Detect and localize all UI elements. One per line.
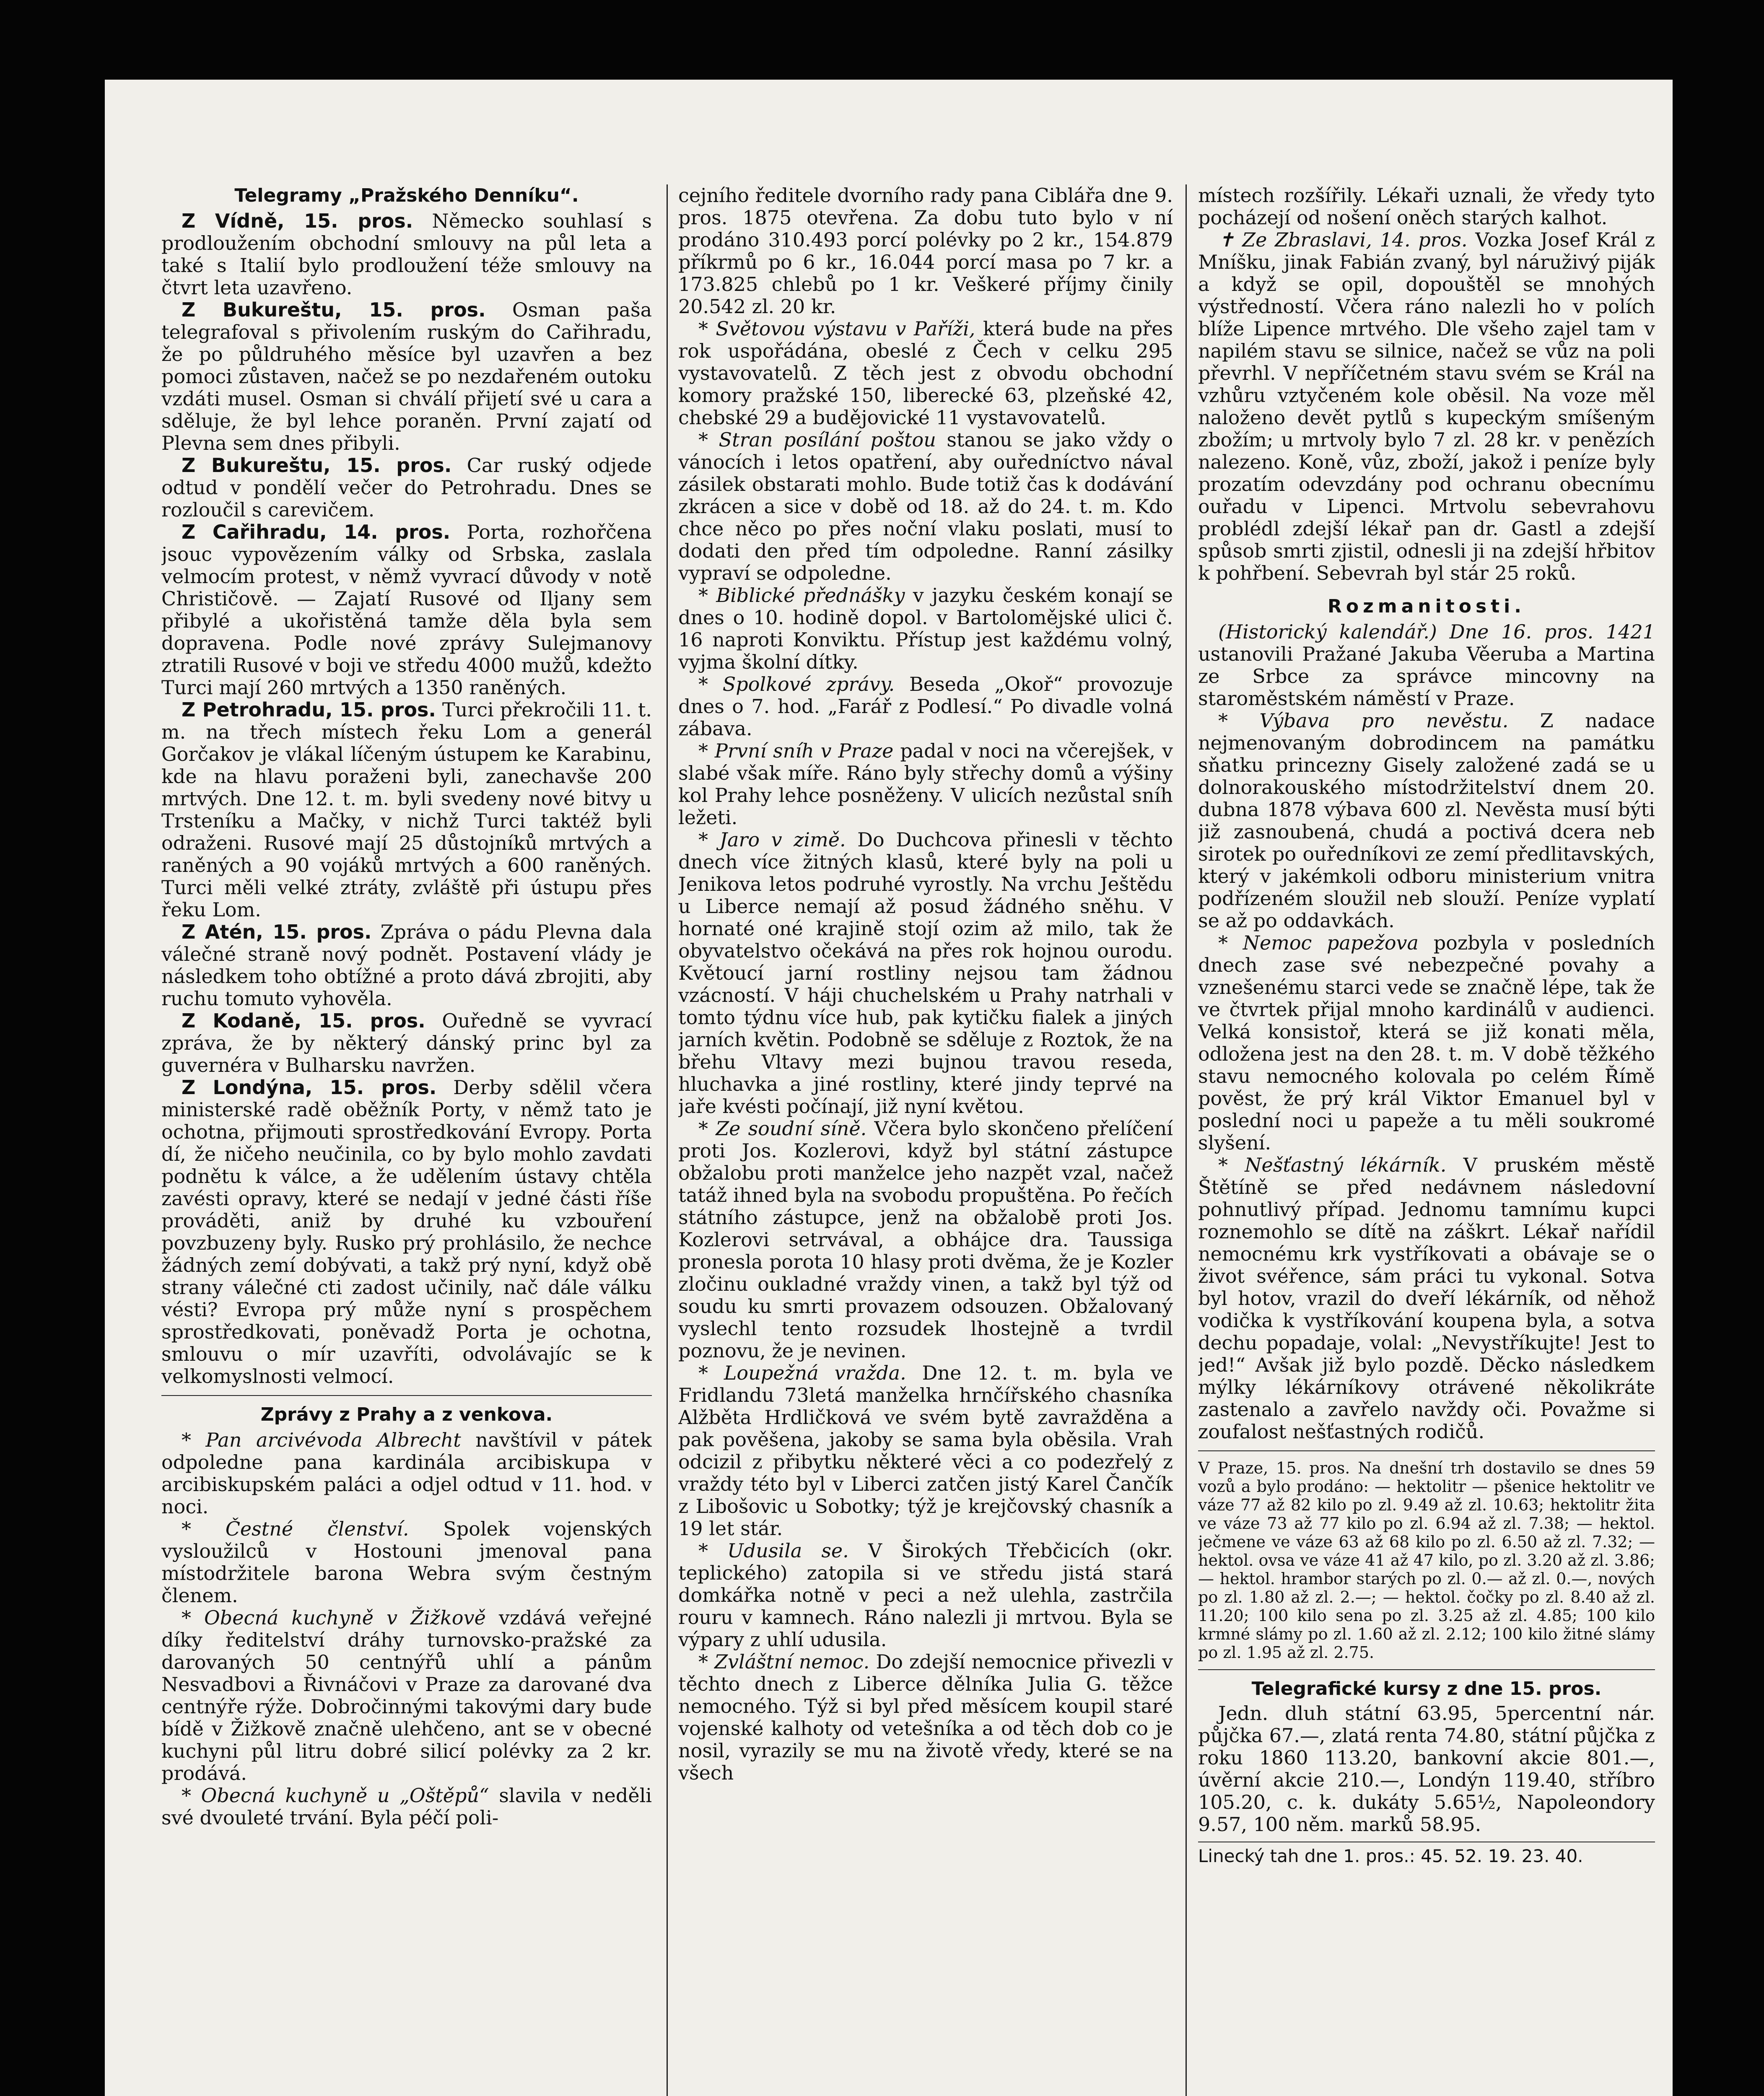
item-lead: * Světovou výstavu v Paříži, (698, 317, 975, 340)
dateline: Z Londýna, 15. pros. (182, 1076, 437, 1099)
item-text: Ouředně se vyvrací zpráva, že by některý dánský princ byl za guvernéra v Bulharsku navržen. (161, 1009, 652, 1077)
item-text: Car ruský odjede odtud v pondělí večer do Petrohradu. Dnes se rozloučil s carevičem. (161, 454, 652, 521)
news-item (161, 521, 652, 699)
item-text: Beseda „Okoř“ provozuje dnes o 7. hod. „Farář z Podlesí.“ Po divadle volná zábava. (678, 673, 1173, 740)
item-text: Vozka Josef Král z Mníšku, jinak Fabián zvaný, byl náruživý piják a když se opil, dopouštěl se mnohých výstředností. Včera ráno nalezli ho v polích blíže Lipence mrtvého. Dle všeho zajel tam v napilém stavu se silnice, načež se vůz na poli převrhl. V nepříčetném stavu svém se Král na vzhůru vztyčeném kole oběsil. Na voze měl naloženo devět pytlů s kupeckým smíšeným zbožím; u mrtvoly bylo 7 zl. 28 kr. v penězích nalezeno. Koně, vůz, zboží, jakož i peníze byly prozatím odevzdány pod ochranu obecnímu ouřadu v Lipenci. Mrtvolu sebevrahovu problédl zdejší lékař pan dr. Gastl a zdejší spůsob smrti zjistil, odnesli ji na zdejší hřbitov k pohřbení. Sebevrah byl stár 25 roků. (1198, 228, 1655, 584)
market-text: V Praze, 15. pros. Na dnešní trh dostavilo se dnes 59 vozů a bylo prodáno: — hektolitr — pšenice hektolitr ve váze 77 až 82 kilo po zl. 9.49 až zl. 10.63; hektolitr žita ve váze 73 až 77 kilo po zl. 6.94 až zl. 7.38; — hektol. ječmene ve váze 63 až 68 kilo po zl. 6.50 až zl. 7.32; — hektol. ovsa ve váze 41 až 47 kilo, po zl. 3.20 až zl. 3.86; — hektol. hrambor starých po zl. 0.— až zl. 0.—, nových po zl. 1.80 až zl. 2.—; — hektol. čočky po zl. 8.40 až zl. 11.20; 100 kilo sena po zl. 3.25 až zl. 4.85; 100 kilo krmné slámy po zl. 1.60 až zl. 2.12; 100 kilo žitné slámy po zl. 1.95 až zl. 2.75. (1198, 1459, 1655, 1662)
news-item (1198, 229, 1655, 584)
item-text: Osman paša telegrafoval s přivolením ruským do Cařihradu, že po půldruhého měsíce byl uzavřen a bez pomoci zůstaven, načež se po nezdařeném outoku vzdáti musel. Osman si chválí přijetí své u cara a sděluje, že byl lehce poraněn. První zajatí od Plevna sem dnes přibyli. (161, 298, 652, 454)
news-item (678, 740, 1173, 829)
item-text: v jazyku českém konají se dnes o 10. hodině dopol. v Bartolomějské ulici č. 16 naproti Konviktu. Přístup jest každému volný, vyjma školní dítky. (678, 584, 1173, 673)
column-rule (1186, 184, 1187, 2096)
item-text: vzdává veřejné díky ředitelství dráhy turnovsko-pražské za darovaných 50 centnýřů uhlí a pánům Nesvadbovi a Řivnáčovi v Praze za darované dva centnýře rýže. Dobročinnými takovými dary bude bídě v Žižkově značně ulehčeno, ant se v obecné kuchyni půl litru dobré silicí polévky za 2 kr. prodává. (161, 1606, 652, 1785)
item-lead: * Udusila se. (698, 1539, 849, 1562)
item-lead: ✝ Ze Zbraslavi, 14. pros. (1218, 228, 1468, 251)
news-item (161, 299, 652, 454)
news-item (161, 1785, 652, 1829)
prague-news-heading: Zprávy z Prahy a z venkova. (260, 1404, 553, 1425)
item-lead: * Obecná kuchyně v Žižkově (182, 1606, 486, 1629)
news-item (678, 829, 1173, 1118)
item-text: Porta, rozhořčena jsouc vypovězením války od Srbska, zaslala velmocím protest, v němž vyvrací důvody v notě Christičově. — Zajatí Rusové od Iljany sem přibylé a ukořistěná tamže děla byla sem dopravena. Podle nové zprávy Sulejmanovy ztratili Rusové v boji ve středu 4000 mužů, kdežto Turci mají 260 mrtvých a 1350 raněných. (161, 521, 652, 699)
item-text: Spolek vojenských vysloužilců v Hostouni jmenoval pana místodržitele barona Webra svým čestným členem. (161, 1518, 652, 1607)
telegrams-heading: Telegramy „Pražského Denníku“. (234, 185, 579, 206)
section-divider (161, 1395, 652, 1396)
news-item (678, 318, 1173, 429)
news-item (1198, 1154, 1655, 1443)
news-item (678, 1118, 1173, 1362)
item-lead: * Ze soudní síně. (698, 1117, 867, 1140)
item-text: Dne 12. t. m. byla ve Fridlandu 73letá manželka hrnčířského chasníka Alžběta Hrdličková ve svém bytě zavražděna a pak pověšena, jakoby se sama byla oběsila. Vrah odcizil z přibytku některé věci a co podezřelý z vraždy této byl v Liberci zatčen jistý Karel Čančík z Libošovic u Sobotky; týž je krejčovský chasník a 19 let stár. (678, 1362, 1173, 1540)
column-2 (678, 184, 1173, 2096)
news-item (678, 1362, 1173, 1540)
news-item (161, 210, 652, 299)
dateline: Z Kodaně, 15. pros. (182, 1009, 425, 1032)
dateline: Z Cařihradu, 14. pros. (182, 521, 451, 543)
item-text: V Širokých Třebčicích (okr. teplického) zatopila si ve středu jistá stará domkářka notně v peci a než ulehla, zastrčila rouru v kamnech. Ráno nalezli ji mrtvou. Byla se výpary z uhlí udusila. (678, 1539, 1173, 1651)
newspaper-page (105, 80, 1673, 2096)
news-item (161, 1429, 652, 1518)
item-lead: * Loupežná vražda. (698, 1362, 906, 1384)
item-text: padal v noci na včerejšek, v slabé však míře. Ráno byly střechy domů a výšiny kol Prahy lehce posněženy. V ulicích nezůstal sníh ležeti. (678, 739, 1173, 829)
news-item (161, 1077, 652, 1388)
column-1 (161, 184, 652, 2096)
section-divider (1198, 1450, 1655, 1451)
item-lead: * Obecná kuchyně u „Oštěpů“ (182, 1784, 489, 1807)
item-lead: * Výbava pro nevěstu. (1218, 709, 1509, 732)
item-date: Dne 16. pros. 1421 (1449, 620, 1655, 643)
column-3 (1198, 184, 1655, 2096)
item-lead: * První sníh v Praze (698, 739, 894, 762)
lottery-results: Linecký tah dne 1. pros.: 45. 52. 19. 23. 40. (1198, 1842, 1655, 1867)
item-text: která bude na přes rok uspořádána, obeslé z Čech v celku 295 vystavovatelů. Z těch jest z obvodu obchodní komory pražské 150, liberecké 63, plzeňské 42, chebské 29 a budějovické 11 vystavovatelů. (678, 317, 1173, 429)
news-item (678, 584, 1173, 673)
item-lead: * Nešťastný lékárník. (1218, 1154, 1447, 1176)
news-item (678, 673, 1173, 740)
dateline: Z Bukureštu, 15. pros. (182, 454, 452, 477)
section-divider (1198, 1669, 1655, 1670)
market-report (1198, 1459, 1655, 1662)
column-rule (667, 184, 668, 2096)
item-text: Z nadace nejmenovaným dobrodincem na památku sňatku princezny Gisely založené zadá se u dolnorakouského místodržitelství dnem 20. dubna 1878 výbava 600 zl. Nevěsta musí býti již zasnoubená, chudá a poctivá dcera neb sirotek po ouředníkovi ze zemí předlitavských, který v jakémkoli odboru ministerium vnitra podřízeném sloužil neb slouží. Peníze vyplatí se až po oddavkách. (1198, 709, 1655, 932)
item-text: Německo souhlasí s prodloužením obchodní smlouvy na půl leta a také s Italií bylo prodloužení téže smlouvy na čtvrt leta uzavřeno. (161, 210, 652, 299)
item-text: navštívil v pátek odpoledne pana kardinála arcibiskupa v arcibiskupském paláci a odjel odtud v 11. hod. v noci. (161, 1429, 652, 1518)
item-text: slavila v neděli své dvouleté trvání. Byla péčí poli- (161, 1784, 652, 1829)
news-item (161, 1518, 652, 1607)
exchange-rates-heading: Telegrafické kursy z dne 15. pros. (1251, 1678, 1602, 1699)
news-item (161, 921, 652, 1010)
news-item (161, 454, 652, 521)
item-text: Včera bylo skončeno přelíčení proti Jos. Kozlerovi, když byl státní zástupce obžalobu proti manželce jeho nazpět vzal, načež tatáž ihned byla na svobodu propuštěna. Po řečích státního zástupce, jenž na obžalobě proti Jos. Kozlerovi setrvával, a obhájce dra. Taussiga pronesla porota 10 hlasy proti dvěma, že je Kozler zločinu oukladné vraždy vinen, a takž byl týž od soudu ku smrti provazem odsouzen. Obžalovaný vyslechl tento rozsudek lhostejně a tvrdil poznovu, že je nevinen. (678, 1117, 1173, 1362)
item-text: Zpráva o pádu Plevna dala válečné straně nový podnět. Postavení vlády je následkem toho obtížné a proto dává zbrojiti, aby ruchu tomuto vyhověla. (161, 921, 652, 1010)
news-item (1198, 710, 1655, 932)
item-lead: * Jaro v zimě. (698, 828, 846, 851)
exchange-rates-text: Jedn. dluh státní 63.95, 5percentní nár. půjčka 67.—, zlatá renta 74.80, státní půjčka z roku 1860 113.20, bankovní akcie 801.—, úvěrní akcie 210.—, Londýn 119.40, stříbro 105.20, c. k. dukáty 5.65½, Napoleondory 9.57, 100 něm. marků 58.95. (1198, 1702, 1655, 1836)
item-text: ustanovili Pražané Jakuba Věeruba a Martina ze Srbce za správce mincovny na staroměstském náměstí v Praze. (1198, 643, 1655, 710)
item-lead: * Pan arcivévoda Albrecht (182, 1429, 461, 1451)
news-item: cejního ředitele dvorního rady pana Ciblářa dne 9. pros. 1875 otevřena. Za dobu tuto bylo v ní prodáno 310.493 porcí polévky po 2 kr., 154.879 příkrmů po 6 kr., 16.044 porcí masa po 7 kr. a 173.825 chlebů po 1 kr. Veškeré příjmy činily 20.542 zl. 20 kr. (678, 184, 1173, 318)
news-item (1198, 932, 1655, 1154)
dateline: Z Vídně, 15. pros. (182, 210, 413, 232)
item-text: V pruském městě Štětíně se před nedávnem následovní pohnutlivý případ. Jednomu tamnímu kupci roznemohlo se dítě na záškrt. Lékař nařídil nemocnému krk vystříkovati a obávaje se o život svéřence, sám práci tu vykonal. Sotva byl hotov, vrazil do dveří lékárník, od něhož vodička k vystříkování koupena byla, a sotva dechu popadaje, volal: „Nevystříkujte! Jest to jed!“ Avšak již bylo pozdě. Děcko následkem mýlky lékárníkovy otrávené několikráte zastenalo a zavřelo navždy oči. Považme si zoufalost nešťastných rodičů. (1198, 1154, 1655, 1443)
news-item (1198, 621, 1655, 710)
item-lead: * Spolkové zprávy. (698, 673, 895, 695)
news-item (161, 1010, 652, 1077)
news-item (678, 429, 1173, 584)
news-item (161, 699, 652, 921)
miscellany-heading: Rozmanitosti. (1328, 596, 1525, 617)
news-item (678, 1651, 1173, 1784)
dateline: Z Bukureštu, 15. pros. (182, 298, 486, 321)
item-text: stanou se jako vždy o vánocích i letos opatření, aby ouředníctvo nával zásilek obstarati mohlo. Bude totiž čas k dodávání zkrácen a sice v době od 18. až do 24. t. m. Kdo chce něco po přes noční vlaku poslati, musí to dodati den před tím odpoledne. Ranní zásilky vypraví se odpoledne. (678, 428, 1173, 584)
item-text: pozbyla v posledních dnech zase své nebezpečné povahy a vznešenému starci vede se značně lépe, tak že ve čtvrtek přijal mnoho kardinálů v audienci. Velká konsistoř, která se již konati měla, odložena jest na den 28. t. m. V době těžkého stavu nemocného kolovala po celém Římě pověst, že prý král Viktor Emanuel byl v poslední noci u papeže a tu měli soukromé slyšení. (1198, 931, 1655, 1154)
item-text: Derby sdělil včera ministerské radě oběžník Porty, v němž tato je ochotna, přijmouti sprostředkování Evropy. Porta dí, že ničeho neučinila, co by bylo mohlo zavdati podnětu k válce, a že udělením ústavy chtěla zavésti opravy, které se nedají v jedné části říše prováděti, aniž by druhé ku vzbouření povzbuzeny byly. Rusko prý prohlásilo, že nechce žádných zemí dobývati, a takž prý nyní, když obě strany válečné cti zadost učinily, nač dále válku vésti? Evropa prý může nyní s prospěchem sprostředkovati, poněvadž Porta je ochotna, smlouvu o mír uzavříti, odvolávajíc se k velkomyslnosti velmocí. (161, 1076, 652, 1388)
news-item: místech rozšířily. Lékaři uznali, že vředy tyto pocházejí od nošení oněch starých kalhot. (1198, 184, 1655, 229)
item-lead: (Historický kalendář.) (1218, 620, 1437, 643)
item-text: Do zdejší nemocnice přivezli v těchto dnech z Liberce dělníka Julia G. těžce nemocného. Týž si byl před měsícem koupil staré vojenské kalhoty od vetešníka a od těch dob co je nosil, vyrazily se mu na životě vředy, které se na všech (678, 1650, 1173, 1784)
dateline: Z Petrohradu, 15. pros. (182, 698, 436, 721)
item-lead: * Biblické přednášky (698, 584, 905, 607)
news-item (161, 1607, 652, 1785)
item-lead: * Nemoc papežova (1218, 931, 1419, 954)
item-text: Do Duchcova přinesli v těchto dnech více žitných klasů, které byly na poli u Jenikova letos podruhé vyrostly. Na vrchu Ještědu u Liberce nemají až posud žádného sněhu. V hornaté oné krajině stojí ozim až milo, tak že obyvatelstvo očekává na přes rok hojnou ourodu. Květoucí jarní rostliny nejsou tam žádnou vzácností. V háji chuchelském u Prahy natrhali v tomto týdnu více hub, pak kytičku fialek a jiných jarních květin. Podobně se sděluje z Roztok, že na břehu Vltavy mezi bujnou travou reseda, hluchavka a jiné rostliny, které jindy teprvé na jaře kvésti počínají, již nyní květou. (678, 828, 1173, 1118)
item-lead: * Čestné členství. (182, 1518, 409, 1540)
item-lead: * Stran posílání poštou (698, 428, 936, 451)
dateline: Z Atén, 15. pros. (182, 921, 372, 943)
item-lead: * Zvláštní nemoc. (698, 1650, 870, 1673)
item-text: Turci překročili 11. t. m. na třech místech řeku Lom a generál Gorčakov je vlákal líčeným ústupem ke Karabinu, kde na hlavu poraženi byli, zanechavše 200 mrtvých. Dne 12. t. m. byli svedeny nové bitvy u Trsteníku a Mačky, v nichž Turci taktéž byli odraženi. Rusové mají 25 důstojníků mrtvých a raněných a 90 vojáků mrtvých a 600 raněných. Turci měli velké ztráty, zvláště při ústupu přes řeku Lom. (161, 698, 652, 921)
news-item (678, 1540, 1173, 1651)
